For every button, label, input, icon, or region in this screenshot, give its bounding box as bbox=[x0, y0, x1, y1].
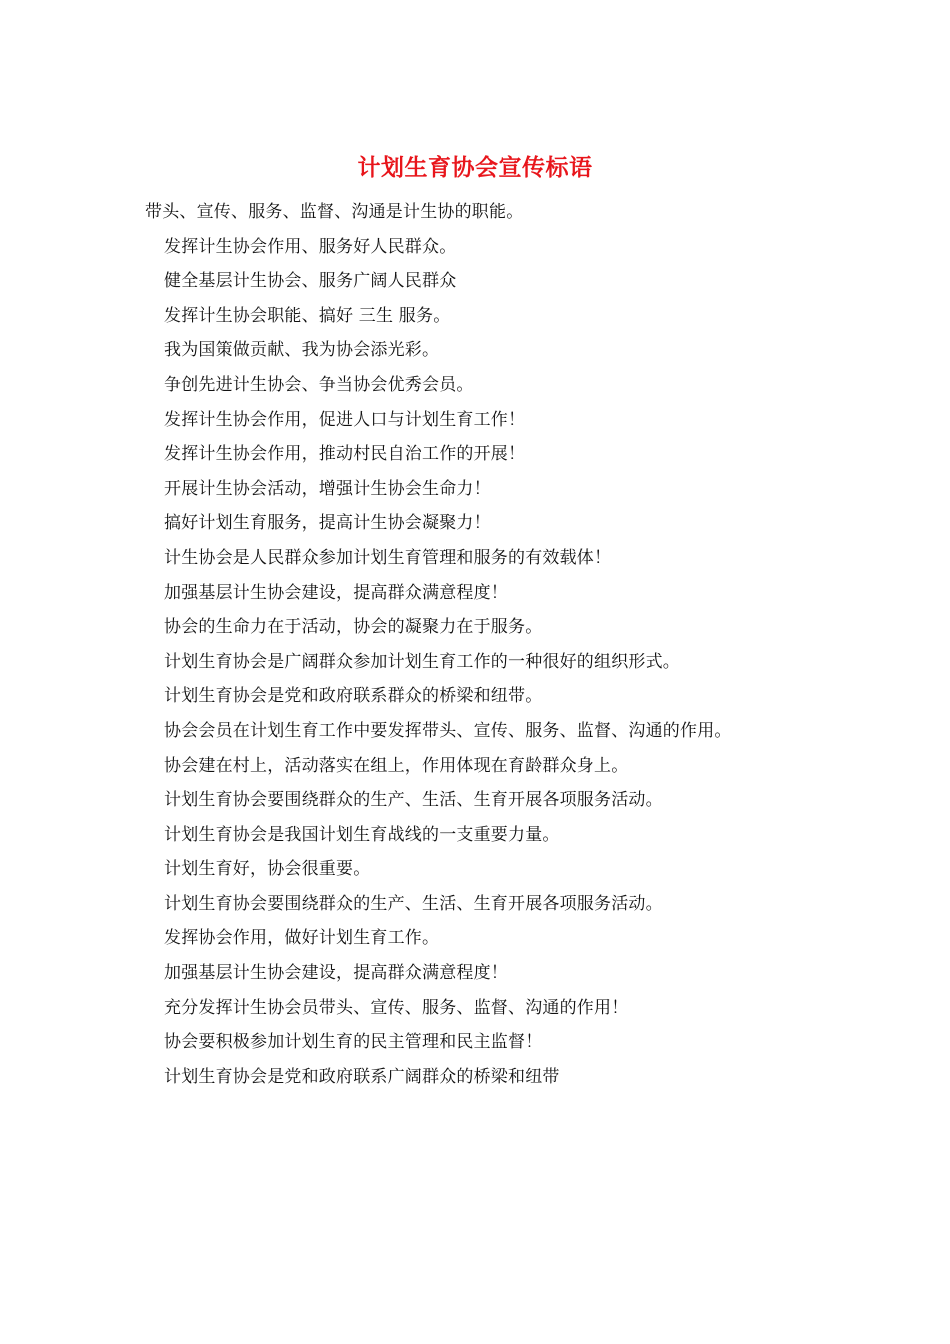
slogan-line: 计划生育好，协会很重要。 bbox=[164, 859, 371, 880]
slogan-line: 搞好计划生育服务，提高计生协会凝聚力！ bbox=[164, 513, 491, 534]
slogan-line: 开展计生协会活动，增强计生协会生命力！ bbox=[164, 478, 491, 499]
slogan-line: 发挥计生协会作用，促进人口与计划生育工作！ bbox=[164, 409, 526, 430]
slogan-line: 争创先进计生协会、争当协会优秀会员。 bbox=[164, 374, 474, 395]
slogan-line: 计划生育协会要围绕群众的生产、生活、生育开展各项服务活动。 bbox=[164, 893, 663, 914]
slogan-line: 计划生育协会是党和政府联系群众的桥梁和纽带。 bbox=[164, 686, 543, 707]
slogan-line: 协会建在村上，活动落实在组上，作用体现在育龄群众身上。 bbox=[164, 755, 629, 776]
page-title: 计划生育协会宣传标语 bbox=[357, 154, 593, 181]
slogan-line: 协会的生命力在于活动，协会的凝聚力在于服务。 bbox=[164, 617, 543, 638]
slogan-line: 发挥协会作用，做好计划生育工作。 bbox=[164, 928, 440, 949]
slogan-line: 计生协会是人民群众参加计划生育管理和服务的有效载体！ bbox=[164, 547, 612, 568]
slogan-line: 计划生育协会是党和政府联系广阔群众的桥梁和纽带 bbox=[164, 1066, 560, 1087]
slogan-line: 协会要积极参加计划生育的民主管理和民主监督！ bbox=[164, 1032, 543, 1053]
slogan-line: 发挥计生协会作用，推动村民自治工作的开展！ bbox=[164, 444, 526, 465]
slogan-line: 我为国策做贡献、我为协会添光彩。 bbox=[164, 340, 440, 361]
slogan-line: 带头、宣传、服务、监督、沟通是计生协的职能。 bbox=[145, 202, 524, 222]
slogan-line: 健全基层计生协会、服务广阔人民群众 bbox=[164, 271, 457, 292]
slogan-line: 充分发挥计生协会员带头、宣传、服务、监督、沟通的作用！ bbox=[164, 997, 629, 1018]
slogan-line: 发挥计生协会职能、搞好 三生 服务。 bbox=[164, 305, 451, 326]
slogan-line: 发挥计生协会作用、服务好人民群众。 bbox=[164, 236, 457, 257]
slogan-line: 协会会员在计划生育工作中要发挥带头、宣传、服务、监督、沟通的作用。 bbox=[164, 720, 732, 741]
slogan-line: 计划生育协会要围绕群众的生产、生活、生育开展各项服务活动。 bbox=[164, 790, 663, 811]
slogan-line: 计划生育协会是我国计划生育战线的一支重要力量。 bbox=[164, 824, 560, 845]
slogan-line: 加强基层计生协会建设，提高群众满意程度！ bbox=[164, 963, 508, 984]
slogan-line: 加强基层计生协会建设，提高群众满意程度！ bbox=[164, 582, 508, 603]
slogan-list bbox=[145, 195, 905, 1094]
slogan-line: 计划生育协会是广阔群众参加计划生育工作的一种很好的组织形式。 bbox=[164, 651, 680, 672]
